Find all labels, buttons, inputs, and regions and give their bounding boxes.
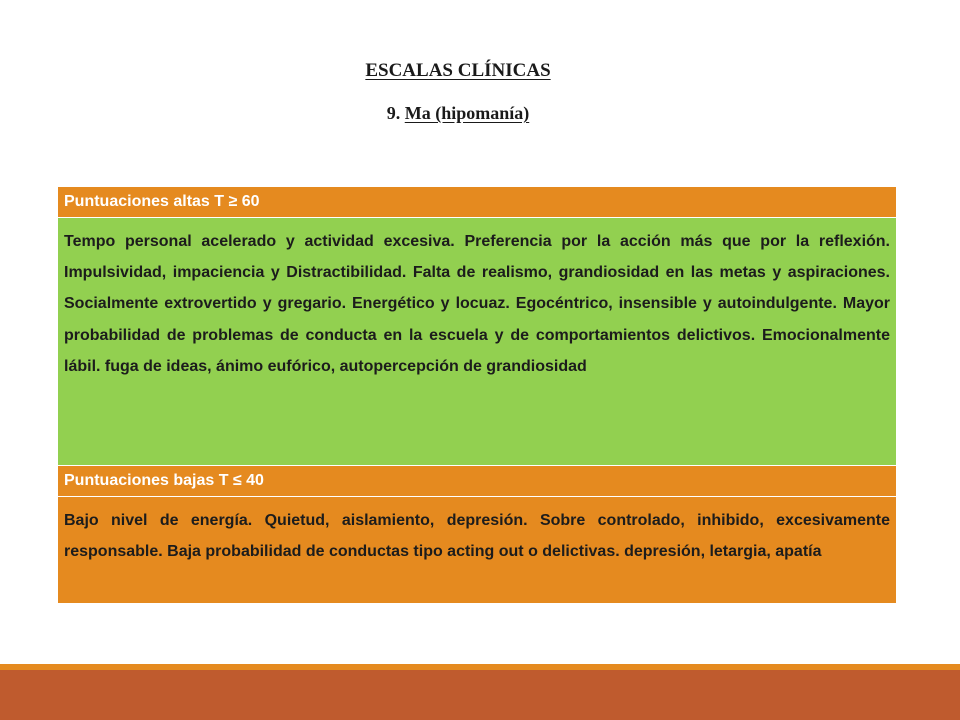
scale-number: 9. bbox=[386, 103, 401, 123]
page-title: ESCALAS CLÍNICAS bbox=[365, 60, 551, 81]
low-scores-header: Puntuaciones bajas T ≤ 40 bbox=[58, 466, 896, 497]
low-scores-description: Bajo nivel de energía. Quietud, aislamiento, depresión. Sobre controlado, inhibido, excesivamente responsable. Baja probabilidad de conductas tipo acting out o delictivas. depresión, letargia, apatía bbox=[58, 497, 896, 604]
high-scores-header: Puntuaciones altas T ≥ 60 bbox=[58, 187, 896, 218]
high-scores-description: Tempo personal acelerado y actividad excesiva. Preferencia por la acción más que por la reflexión. Impulsividad, impaciencia y Distractibilidad. Falta de realismo, grandiosidad en las metas y aspiraciones. Socialmente extrovertido y gregario. Energético y locuaz. Egocéntrico, insensible y autoindulgente. Mayor probabilidad de problemas de conducta en la escuela y de comportamientos delictivos. Emocionalmente lábil. fuga de ideas, ánimo eufórico, autopercepción de grandiosidad bbox=[58, 218, 896, 466]
footer-bar bbox=[0, 670, 960, 720]
scores-table bbox=[58, 187, 896, 604]
page-subtitle bbox=[0, 103, 916, 124]
scale-name: Ma (hipomanía) bbox=[404, 103, 530, 123]
